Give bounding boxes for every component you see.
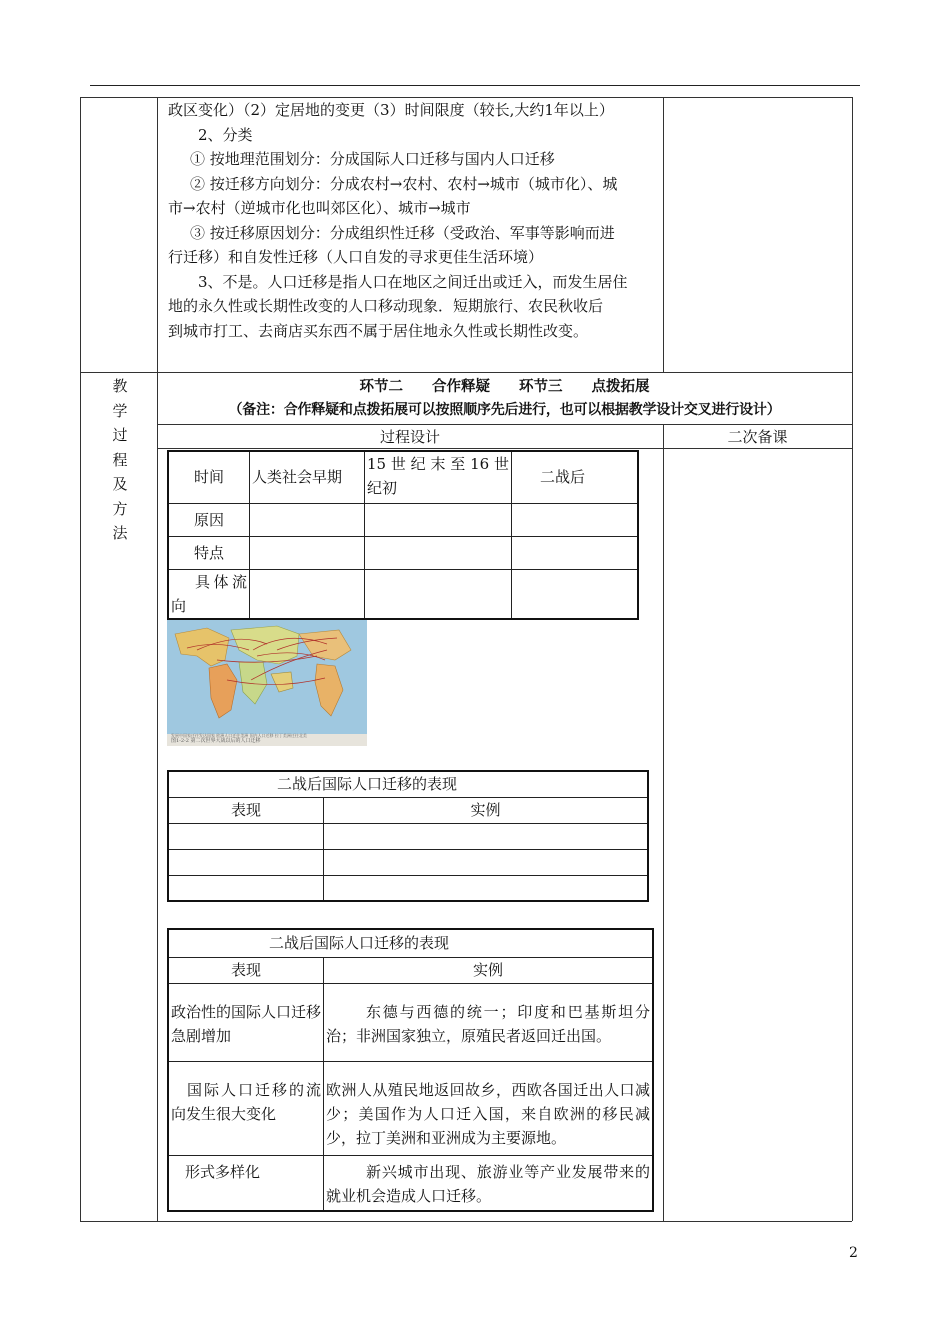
text-line: 地的永久性或长期性改变的人口移动现象．短期旅行、农民秋收后 (168, 297, 604, 315)
map-caption: 图1-2-2 第二次世界大战以后的人口迁移 (171, 738, 261, 744)
table2-header-form: 表现 (168, 797, 324, 823)
side-char: 及 (112, 475, 128, 493)
frame-row-divider (80, 372, 852, 373)
table-row (168, 536, 638, 569)
table-row (168, 823, 648, 849)
header-rule (90, 85, 860, 86)
side-char: 学 (112, 401, 128, 420)
map-caption-bar (167, 734, 367, 746)
frame-header-divider (157, 424, 852, 425)
table-row (168, 983, 653, 1061)
table3-title: 二战后国际人口迁移的表现 (168, 929, 653, 957)
map-legend-item: 拉丁美洲迁往北美 (274, 733, 307, 738)
table1-row-label: 具体流向 (168, 569, 250, 619)
frame-bottom (80, 1221, 852, 1222)
column-header-design: 过程设计 (379, 428, 440, 446)
side-char: 法 (112, 524, 128, 542)
table1-row-label: 特点 (168, 536, 250, 569)
table2-title: 二战后国际人口迁移的表现 (168, 771, 648, 797)
table3-header-form: 表现 (168, 957, 324, 983)
page-number: 2 (849, 1245, 858, 1261)
table-row (168, 503, 638, 536)
section-note: （备注：合作释疑和点拨拓展可以按照顺序先后进行，也可以根据教学设计交叉进行设计） (228, 402, 781, 418)
table3-form-cell: 形式多样化 (168, 1155, 324, 1211)
table3-example-cell: 新兴城市出现、旅游业等产业发展带来的就业机会造成人口迁移。 (324, 1155, 654, 1211)
map-legend-item: 发展中国家迁往发达国家 (171, 733, 215, 738)
side-char: 方 (112, 499, 128, 518)
table1-header-time: 时间 (168, 451, 250, 503)
map-legend-item: 国内人口迁移 (249, 733, 274, 738)
frame-col1 (157, 97, 158, 1221)
map-graphic (167, 620, 367, 746)
world-migration-map (167, 620, 367, 746)
table3-form-cell: 政治性的国际人口迁移急剧增加 (168, 983, 324, 1061)
side-label (108, 374, 132, 546)
table1-header-15c: 15 世 纪 末 至 16 世纪初 (365, 451, 512, 503)
table3-example-cell: 东德与西德的统一；印度和巴基斯坦分治；非洲国家独立，原殖民者返回迁出国。 (324, 983, 654, 1061)
table1-header-postwar: 二战后 (512, 451, 639, 503)
migration-period-table (167, 450, 639, 620)
text-line: 市→农村（逆城市化也叫郊区化）、城市→城市 (168, 199, 471, 217)
column-header-second: 二次备课 (727, 428, 788, 446)
table1-header-early: 人类社会早期 (250, 451, 365, 503)
table3-header-example: 实例 (324, 957, 654, 983)
text-line: ② 按迁移方向划分：分成农村→农村、农村→城市（城市化）、城 (190, 174, 618, 193)
postwar-filled-table (167, 928, 654, 1212)
text-line: 到城市打工、去商店买东西不属于居住地永久性或长期性改变。 (168, 321, 589, 340)
top-section (168, 98, 658, 343)
table-row (168, 569, 638, 619)
map-legend-item: 欧洲人口迁往美洲 (216, 733, 249, 738)
frame-left (80, 97, 81, 1221)
frame-col-header-divider (157, 448, 852, 449)
text-line: ③ 按迁移原因划分：分成组织性迁移（受政治、军事等影响而进 (190, 223, 615, 242)
table3-example-cell: 欧洲人从殖民地返回故乡，西欧各国迁出人口减少；美国作为人口迁入国，来自欧洲的移民减少，拉丁美洲和亚洲成为主要源地。 (324, 1061, 654, 1155)
table-row (168, 875, 648, 901)
text-line: ① 按地理范围划分：分成国际人口迁移与国内人口迁移 (190, 150, 555, 168)
table-row (168, 849, 648, 875)
postwar-empty-table (167, 770, 649, 902)
text-line: 2、分类 (198, 125, 253, 144)
table1-row-label: 原因 (168, 503, 250, 536)
table3-form-cell: 国际人口迁移的流向发生很大变化 (168, 1061, 324, 1155)
frame-col2-top (663, 97, 664, 372)
table-row (168, 1155, 653, 1211)
text-line: 3、不是。人口迁移是指人口在地区之间迁出或迁入，而发生居住 (198, 272, 628, 291)
side-char: 教 (112, 377, 128, 395)
table2-header-example: 实例 (324, 797, 649, 823)
frame-right (852, 97, 853, 1221)
side-char: 程 (112, 450, 128, 469)
text-line: 行迁移）和自发性迁移（人口自发的寻求更佳生活环境） (168, 248, 544, 266)
side-char: 过 (112, 426, 128, 444)
table-row (168, 1061, 653, 1155)
section-title: 环节二 合作释疑 环节三 点拨拓展 (359, 379, 650, 395)
frame-col2-bottom (663, 424, 664, 1221)
text-line: 政区变化）（2）定居地的变更（3）时间限度（较长,大约1年以上） (168, 101, 614, 119)
